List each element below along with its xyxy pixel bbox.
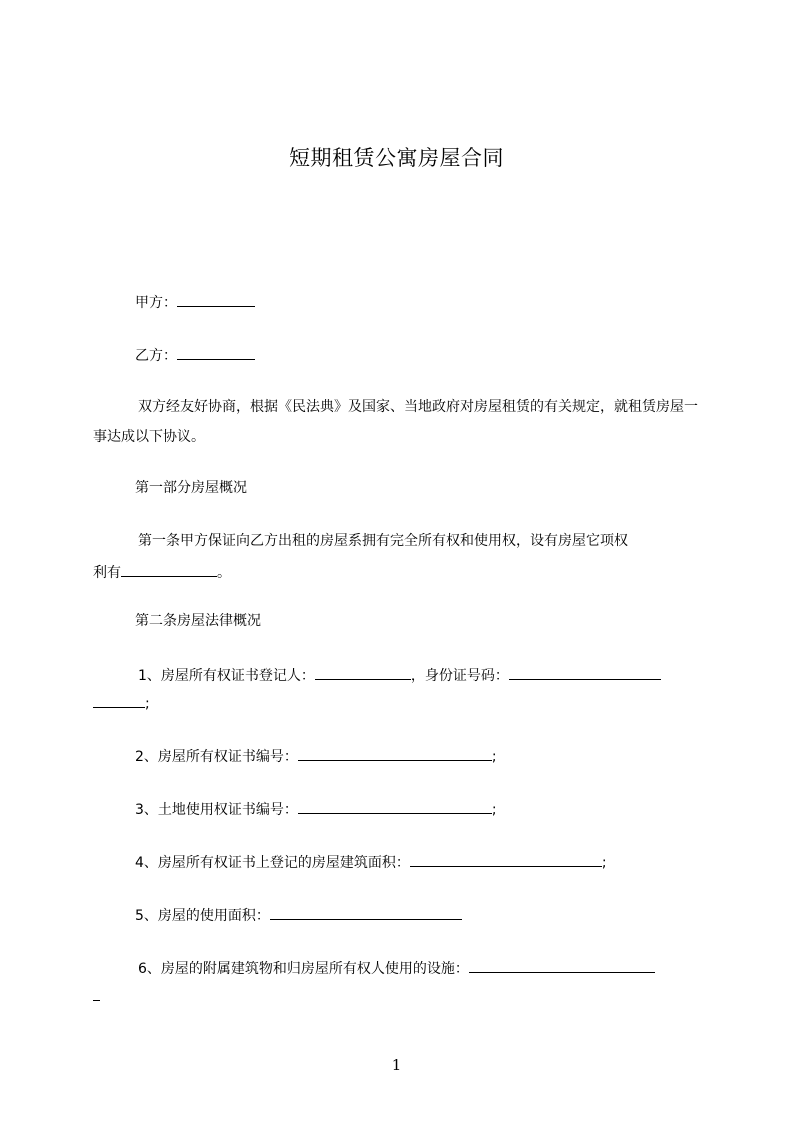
item5-prefix: 5、房屋的使用面积： <box>135 908 270 924</box>
certificate-number-blank[interactable] <box>298 746 492 761</box>
registrant-blank[interactable] <box>315 665 411 680</box>
facilities-blank[interactable] <box>469 958 655 973</box>
article1-line2 <box>93 562 713 582</box>
intro-paragraph: 双方经友好协商，根据《民法典》及国家、当地政府对房屋租赁的有关规定，就租赁房屋一事达成以下协议。 <box>93 399 698 445</box>
party-b-line <box>135 345 755 365</box>
building-area-blank[interactable] <box>410 852 602 867</box>
item3-line <box>135 799 755 819</box>
article1-line1: 第一条甲方保证向乙方出租的房屋系拥有完全所有权和使用权，设有房屋它项权 <box>138 533 628 549</box>
item2-line <box>135 746 755 766</box>
item1-end: ; <box>145 696 150 712</box>
item6-line <box>138 958 758 978</box>
item4-prefix: 4、房屋所有权证书上登记的房屋建筑面积： <box>135 855 410 871</box>
id-number-blank[interactable] <box>509 665 661 680</box>
item1-middle: ，身份证号码： <box>410 668 509 684</box>
item1-prefix: 1、房屋所有权证书登记人： <box>138 668 315 684</box>
item2-prefix: 2、房屋所有权证书编号： <box>135 749 298 765</box>
part1-heading: 第一部分房屋概况 <box>135 480 247 496</box>
usable-area-blank[interactable] <box>270 905 462 920</box>
party-a-line <box>135 292 755 312</box>
land-certificate-blank[interactable] <box>298 799 492 814</box>
party-b-blank[interactable] <box>177 345 255 360</box>
article1-blank[interactable] <box>121 562 217 577</box>
article2-heading: 第二条房屋法律概况 <box>135 613 261 629</box>
item5-line <box>135 905 755 925</box>
page-number: 1 <box>391 1056 402 1074</box>
article1-prefix: 利有 <box>93 565 121 581</box>
article1-suffix: 。 <box>217 565 231 581</box>
item4-end: ; <box>601 855 607 871</box>
party-a-label: 甲方： <box>135 295 177 311</box>
item1-continuation <box>93 693 713 713</box>
item3-prefix: 3、土地使用权证书编号： <box>135 802 298 818</box>
id-number-blank-cont[interactable] <box>93 693 145 708</box>
item6-continuation <box>93 986 713 1006</box>
facilities-blank-cont[interactable] <box>93 986 100 1001</box>
party-b-label: 乙方： <box>135 348 177 364</box>
item1-line <box>138 665 758 685</box>
document-title: 短期租赁公寓房屋合同 <box>289 146 504 170</box>
item2-end: ; <box>491 749 497 765</box>
item6-prefix: 6、房屋的附属建筑物和归房屋所有权人使用的设施： <box>138 961 469 977</box>
item4-line <box>135 852 755 872</box>
item3-end: ; <box>491 802 497 818</box>
party-a-blank[interactable] <box>177 292 255 307</box>
